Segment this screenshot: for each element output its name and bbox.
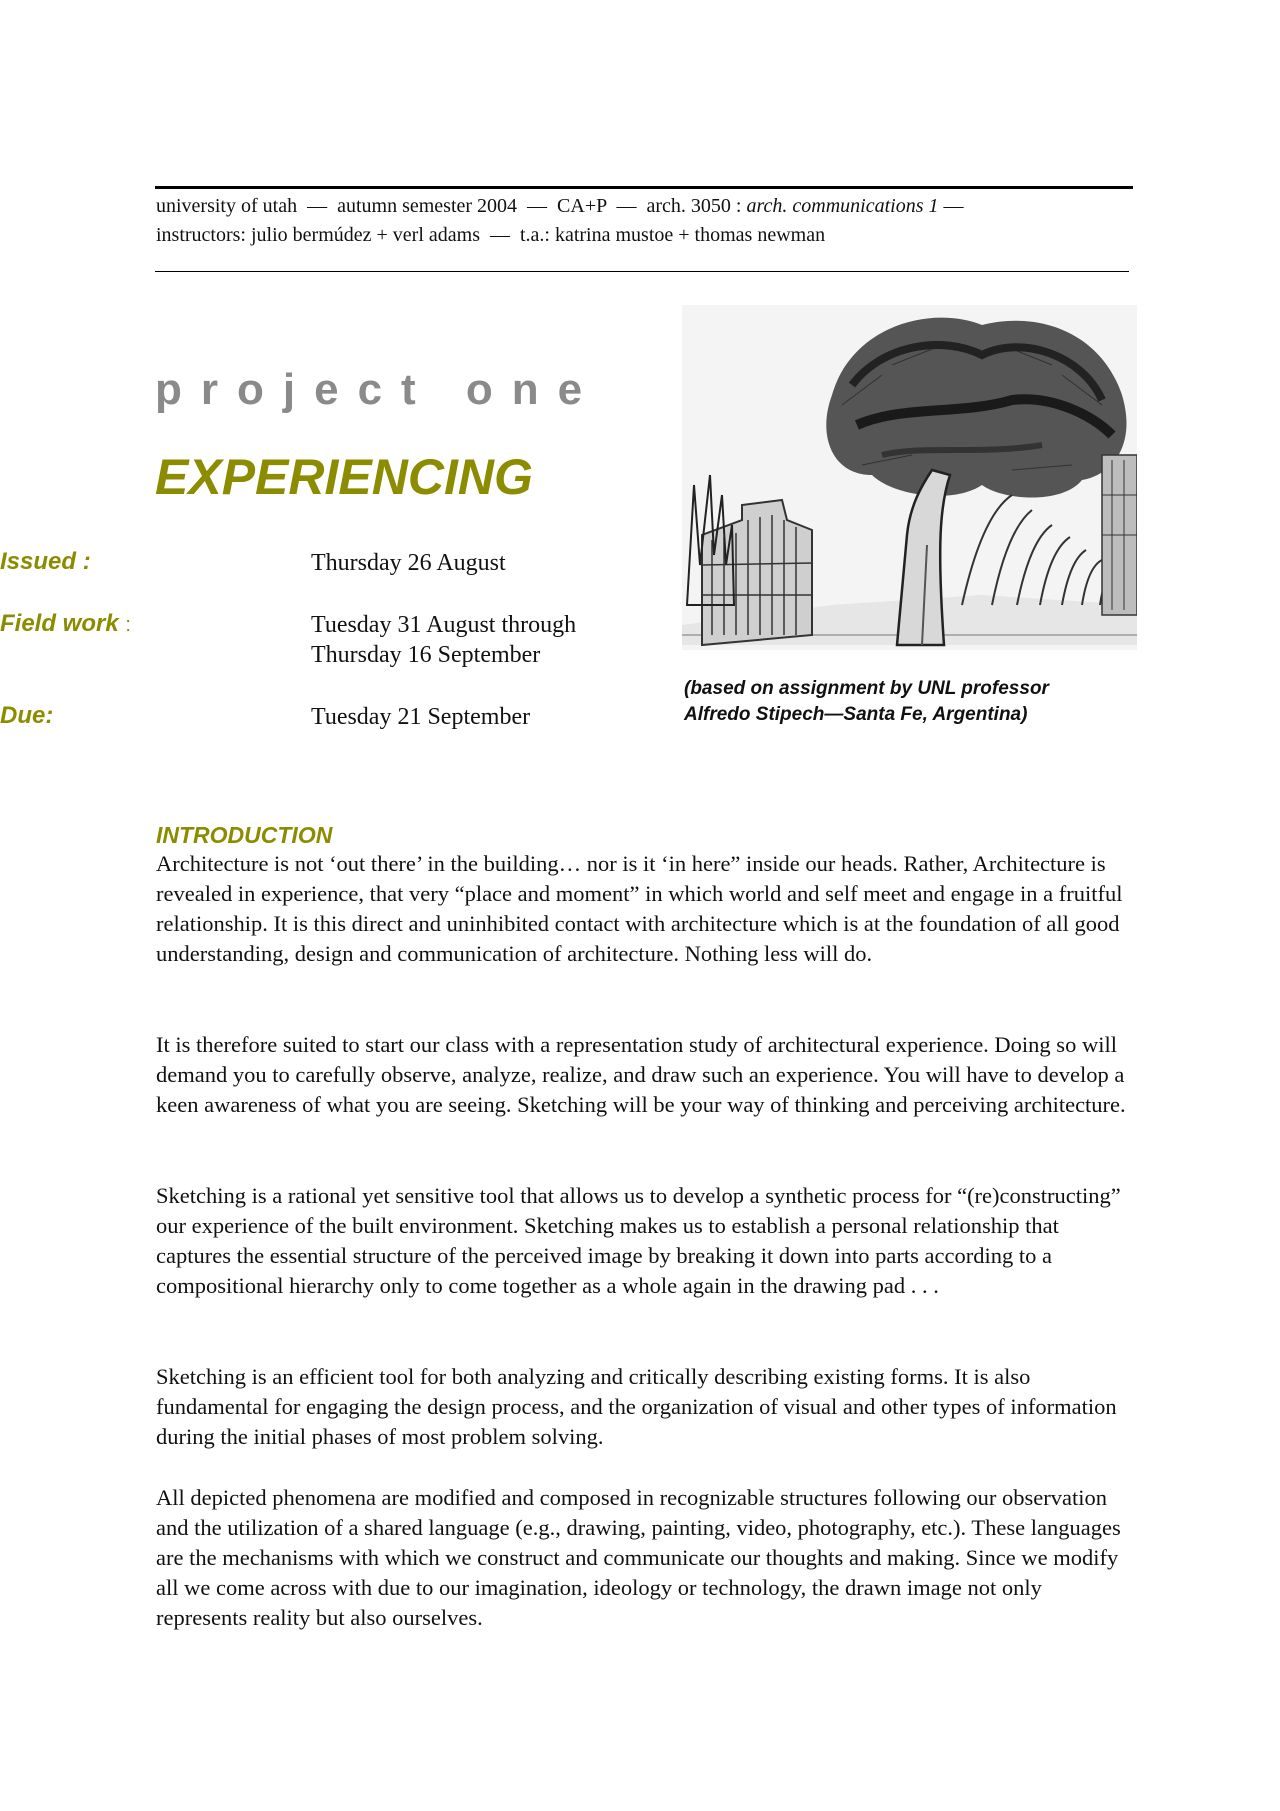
caption-line-1: (based on assignment by UNL professor bbox=[684, 678, 1049, 699]
header-line-2: instructors: julio bermúdez + verl adams — t.a.: katrina mustoe + thomas newman bbox=[156, 224, 826, 246]
intro-paragraph-2: It is therefore suited to start our class with a representation study of architectural experience. Doing so will demand you to carefully observe, analyze, realize, and draw such an experience. You will have to develop a keen awareness of what you are seeing. Sketching will be your way of thinking and perceiving architecture. bbox=[156, 1032, 1126, 1117]
header-bottom-rule bbox=[155, 271, 1129, 272]
due-date: Tuesday 21 September bbox=[311, 704, 531, 730]
intro-paragraph-3: Sketching is a rational yet sensitive tool that allows us to develop a synthetic process for “(re)constructing” our experience of the built environment. Sketching makes us to establish a personal relationship that captures the essential structure of the perceived image by breaking it down into parts according to a compositional hierarchy only to come together as a whole again in the drawing pad . . . bbox=[156, 1183, 1121, 1298]
caption-line-2: Alfredo Stipech—Santa Fe, Argentina) bbox=[684, 704, 1028, 725]
intro-paragraph-1: Architecture is not ‘out there’ in the building… nor is it ‘in here” inside our heads. Rather, Architecture is revealed in experience, that very “place and moment” in which world and self meet and engage in a fruitful relationship. It is this direct and uninhibited contact with architecture which is at the foundation of all good understanding, design and communication of architecture. Nothing less will do. bbox=[156, 851, 1123, 966]
fieldwork-label-text: Field work bbox=[0, 610, 119, 637]
course-header bbox=[156, 192, 1136, 250]
fieldwork-date-line-2: Thursday 16 September bbox=[311, 642, 541, 668]
due-label: Due: bbox=[0, 702, 54, 729]
issued-date: Thursday 26 August bbox=[311, 550, 506, 576]
intro-paragraph-4: Sketching is an efficient tool for both analyzing and critically describing existing forms. It is also fundamental for engaging the design process, and the organization of visual and other types of information during the initial phases of most problem solving. bbox=[156, 1364, 1117, 1449]
issued-label: Issued : bbox=[0, 548, 91, 575]
image-caption bbox=[684, 676, 1134, 728]
introduction-heading: INTRODUCTION bbox=[156, 822, 333, 848]
architectural-sketch-image bbox=[682, 305, 1137, 650]
fieldwork-colon: : bbox=[125, 614, 131, 636]
fieldwork-dates bbox=[311, 610, 576, 670]
header-top-rule bbox=[155, 186, 1133, 189]
intro-paragraph-5: All depicted phenomena are modified and composed in recognizable structures following our observation and the utilization of a shared language (e.g., drawing, painting, video, photography, etc.). These languages are the mechanisms with which we construct and communicate our thoughts and making. Since we modify all we come across with due to our imagination, ideology or technology, the drawn image not only represents reality but also ourselves. bbox=[156, 1485, 1121, 1630]
header-line-1 bbox=[156, 192, 1136, 221]
header-suffix: — bbox=[938, 195, 964, 217]
header-prefix: university of utah — autumn semester 2004 — CA+P — arch. 3050 : bbox=[156, 195, 747, 217]
fieldwork-label bbox=[0, 610, 131, 638]
project-title: EXPERIENCING bbox=[155, 449, 533, 505]
project-number: project one bbox=[155, 365, 602, 414]
header-course-name: arch. communications 1 bbox=[746, 195, 939, 217]
fieldwork-date-line-1: Tuesday 31 August through bbox=[311, 612, 577, 638]
